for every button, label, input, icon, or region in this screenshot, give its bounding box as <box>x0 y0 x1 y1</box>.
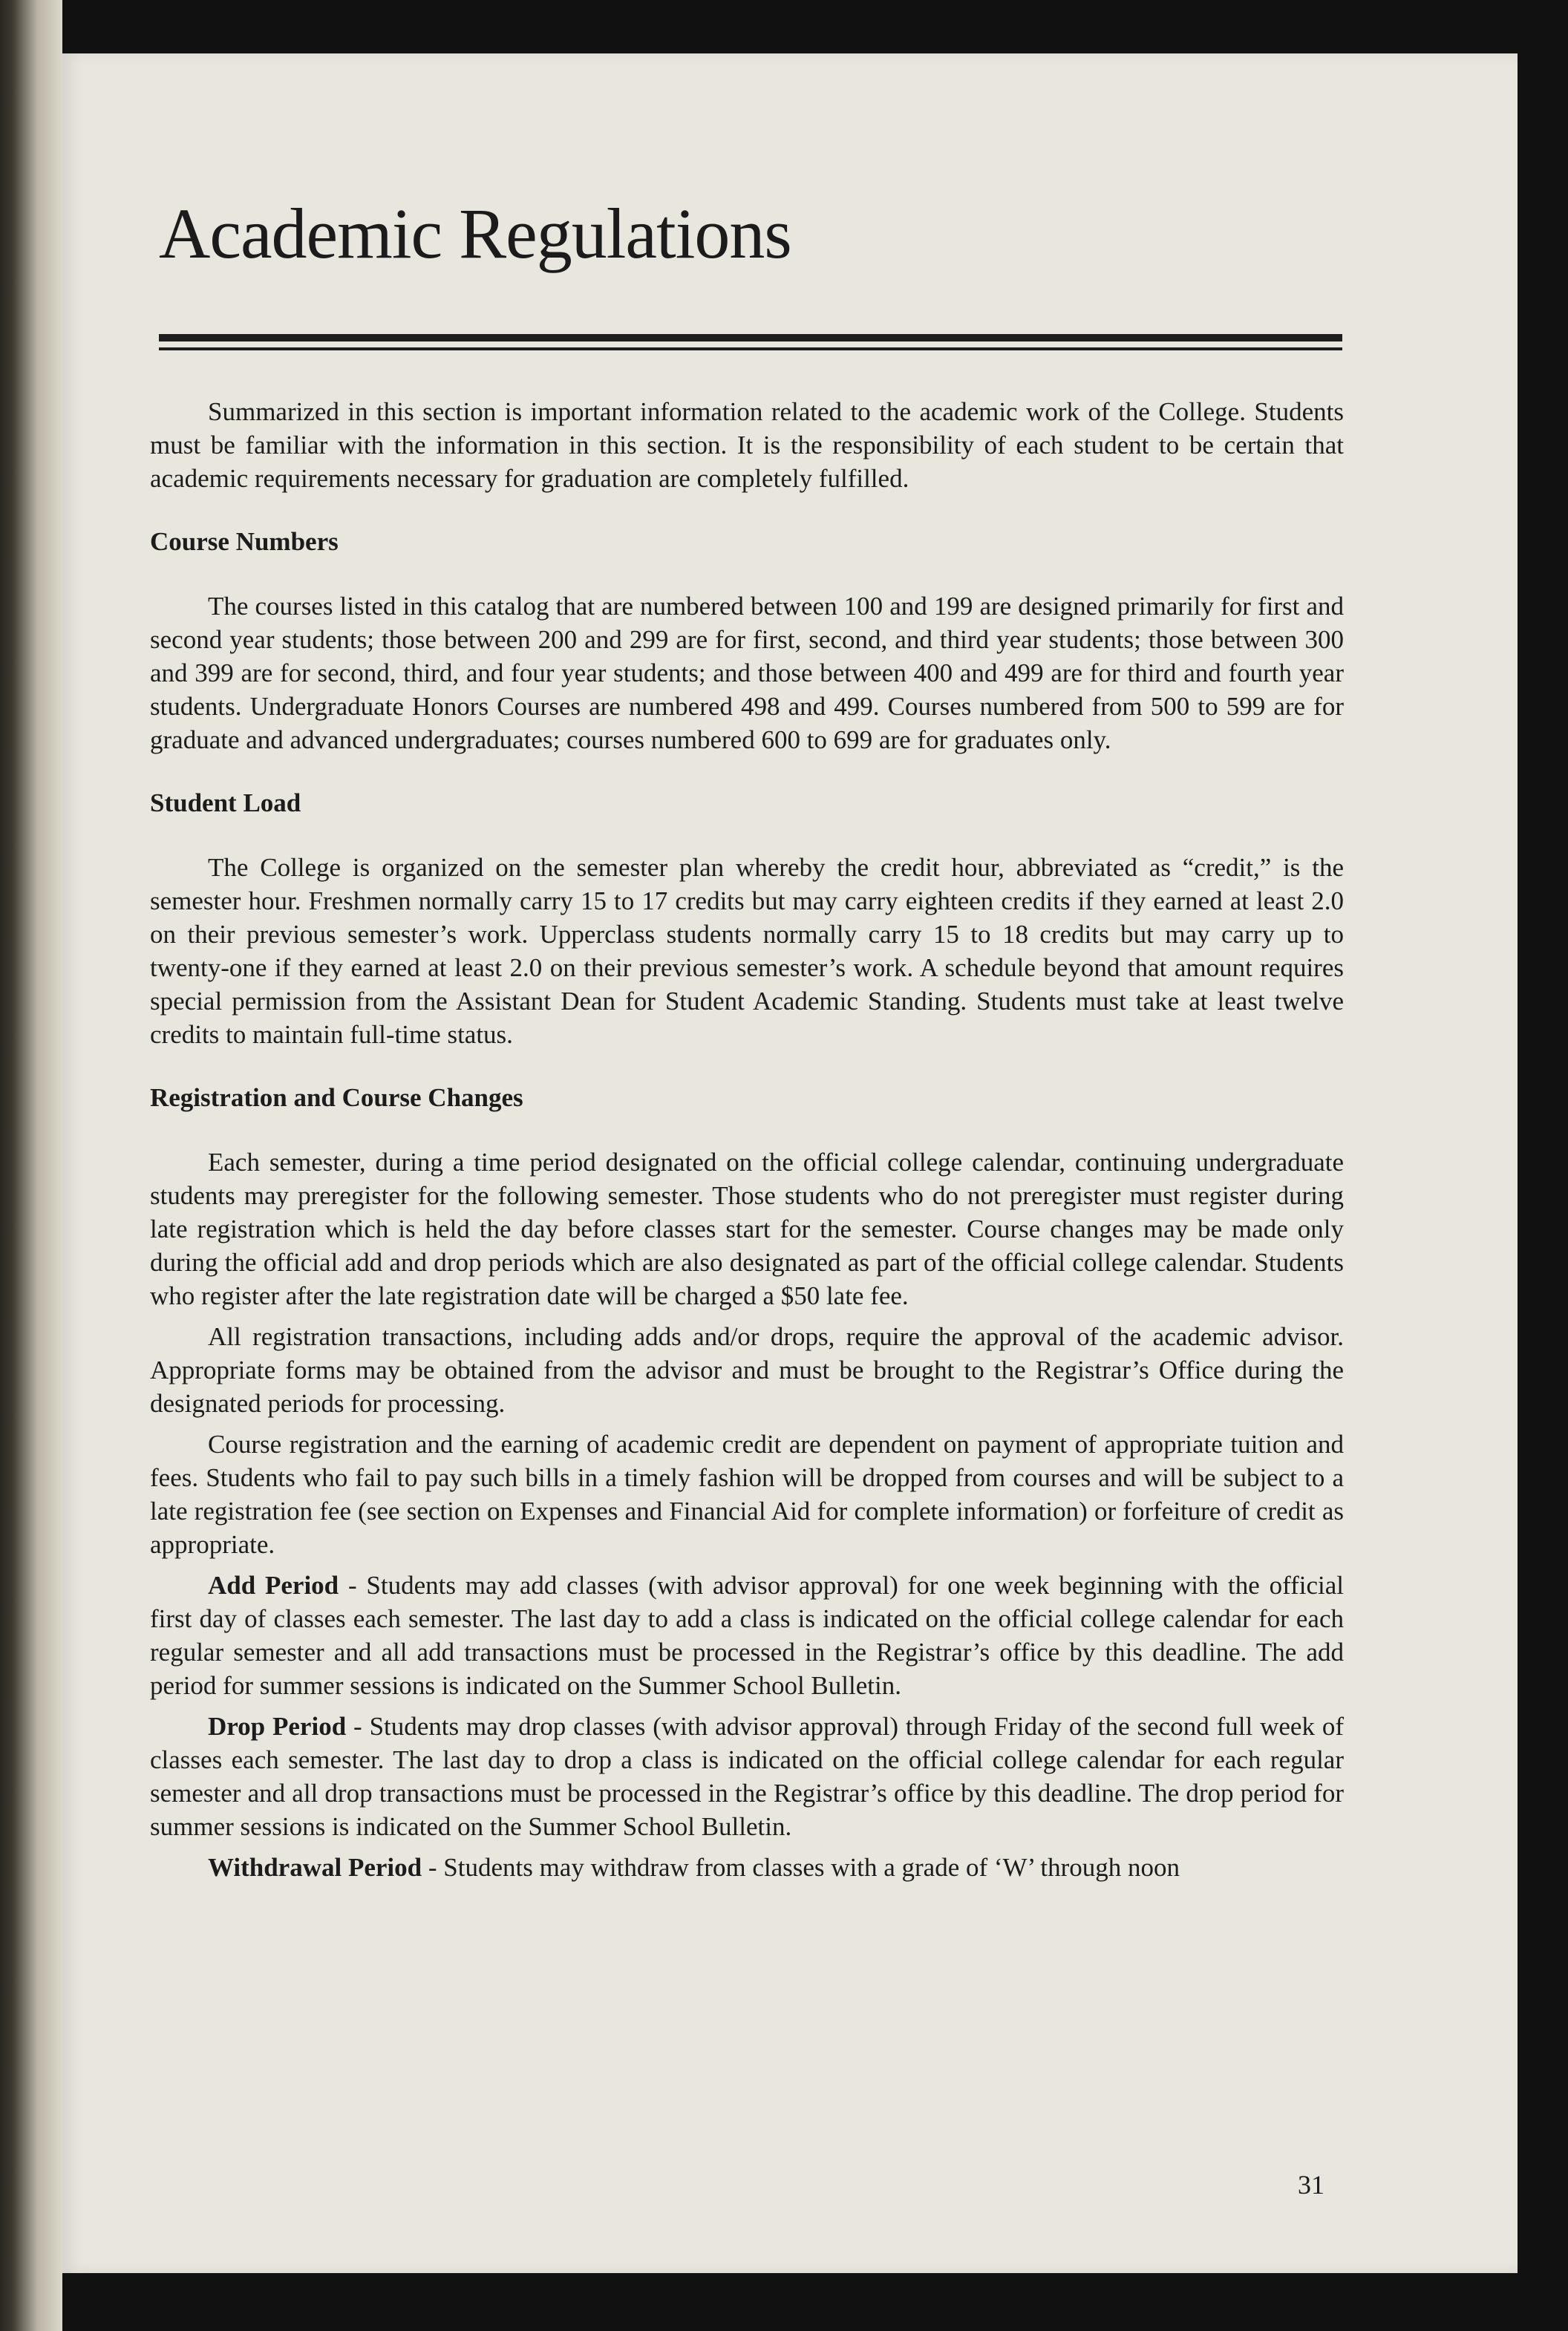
registration-paragraph-1: Each semester, during a time period designated on the official college calendar, continuing undergraduate students may preregister for the following semester. Those students who do not preregister must register during late registration which is held the day before classes start for the semester. Course changes may be made only during the official add and drop periods which are also designated as part of the official college calendar. Students who register after the late registration date will be charged a $50 late fee. <box>150 1148 1344 1310</box>
page-content <box>150 395 1344 1884</box>
section-heading-registration: Registration and Course Changes <box>150 1083 523 1112</box>
course-numbers-paragraph: The courses listed in this catalog that are numbered between 100 and 199 are designed primarily for first and second year students; those between 200 and 299 are for first, second, and third year students; those between 300 and 399 are for second, third, and four year students; and those between 400 and 499 are for third and fourth year students. Undergraduate Honors Courses are numbered 498 and 499. Courses numbered from 500 to 599 are for graduate and advanced undergraduates; courses numbered 600 to 699 are for graduates only. <box>150 592 1344 754</box>
book-spine-shadow <box>0 0 62 2331</box>
add-period-text: - Students may add classes (with advisor approval) for one week beginning with the official first day of classes each semester. The last day to add a class is indicated on the official college calendar for each regular semester and all add transactions must be processed in the Registrar’s office by this deadline. The add period for summer sessions is indicated on the Summer School Bulletin. <box>150 1571 1344 1700</box>
add-period-label: Add Period <box>208 1571 339 1600</box>
drop-period-paragraph <box>150 1710 1344 1843</box>
add-period-paragraph <box>150 1569 1344 1702</box>
intro-paragraph: Summarized in this section is important information related to the academic work of the College. Students must be familiar with the information in this section. It is the responsibility of each student to be certain that academic requirements necessary for graduation are completely fulfilled. <box>150 397 1344 493</box>
drop-period-text: - Students may drop classes (with advisor approval) through Friday of the second full week of classes each semester. The last day to drop a class is indicated on the official college calendar for each regular semester and all drop transactions must be processed in the Registrar’s office by this deadline. The drop period for summer sessions is indicated on the Summer School Bulletin. <box>150 1712 1344 1841</box>
catalog-page <box>62 53 1518 2273</box>
drop-period-label: Drop Period <box>208 1712 347 1741</box>
title-rule-thin <box>159 347 1342 350</box>
registration-paragraph-2: All registration transactions, including adds and/or drops, require the approval of the academic advisor. Appropriate forms may be obtained from the advisor and must be brought to the Registrar’s Office during the designated periods for processing. <box>150 1322 1344 1418</box>
section-heading-course-numbers: Course Numbers <box>150 527 339 556</box>
page-title: Academic Regulations <box>159 194 791 273</box>
registration-paragraph-3: Course registration and the earning of academic credit are dependent on payment of appropriate tuition and fees. Students who fail to pay such bills in a timely fashion will be dropped from courses and will be subject to a late registration fee (see section on Expenses and Financial Aid for complete information) or forfeiture of credit as appropriate. <box>150 1430 1344 1559</box>
withdrawal-period-text: - Students may withdraw from classes with a grade of ‘W’ through noon <box>422 1853 1180 1882</box>
withdrawal-period-label: Withdrawal Period <box>208 1853 422 1882</box>
section-heading-student-load: Student Load <box>150 788 301 817</box>
withdrawal-period-paragraph <box>150 1851 1344 1884</box>
student-load-paragraph: The College is organized on the semester plan whereby the credit hour, abbreviated as “credit,” is the semester hour. Freshmen normally carry 15 to 17 credits but may carry eighteen credits if they earned at least 2.0 on their previous semester’s work. Upperclass students normally carry 15 to 18 credits but may carry up to twenty-one if they earned at least 2.0 on their previous semester’s work. A schedule beyond that amount requires special permission from the Assistant Dean for Student Academic Standing. Students must take at least twelve credits to maintain full-time status. <box>150 853 1344 1049</box>
title-rule-thick <box>159 334 1342 341</box>
page-number: 31 <box>1298 2170 1324 2200</box>
